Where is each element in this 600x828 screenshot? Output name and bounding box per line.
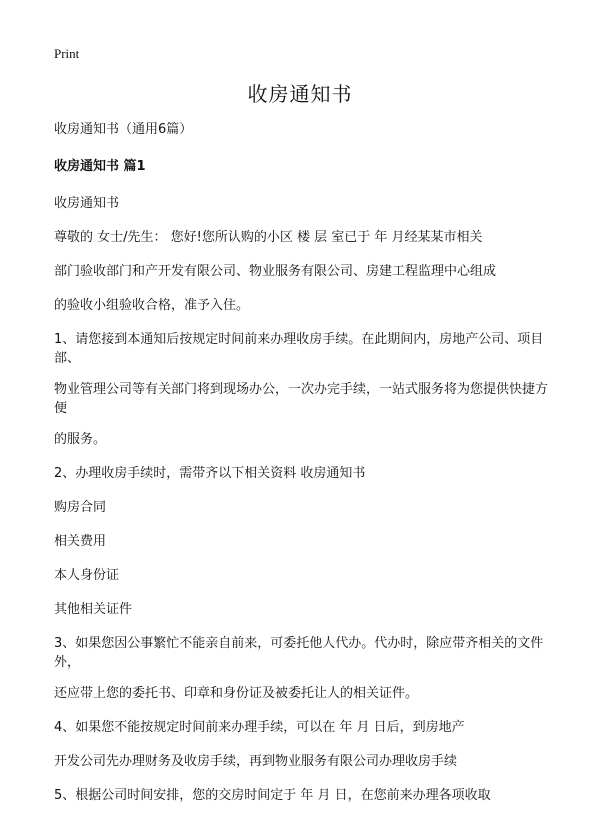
list-item: 购房合同 — [54, 500, 107, 515]
paragraph-line: 5、根据公司时间安排，您的交房时间定于 年 月 日，在您前来办理各项收取 — [54, 788, 491, 803]
section-heading: 收房通知书 篇1 — [54, 159, 146, 174]
paragraph-line: 尊敬的 女士/先生： 您好!您所认购的小区 楼 层 室已于 年 月经某某市相关 — [54, 230, 483, 245]
paragraph-line: 还应带上您的委托书、印章和身份证及被委托让人的相关证件。 — [54, 686, 419, 701]
list-item: 相关费用 — [54, 534, 107, 549]
document-title: 收房通知书 — [247, 82, 353, 106]
paragraph-line: 2、办理收房手续时，需带齐以下相关资料 收房通知书 — [54, 466, 366, 481]
list-item: 其他相关证件 — [54, 602, 133, 617]
paragraph-line: 的服务。 — [54, 432, 107, 447]
paragraph-line: 1、请您接到本通知后按规定时间前来办理收房手续。在此期间内，房地产公司、项目部、 — [54, 332, 544, 366]
list-item: 本人身份证 — [54, 568, 120, 583]
paragraph-line: 3、如果您因公事繁忙不能亲自前来，可委托他人代办。代办时，除应带齐相关的文件外， — [54, 636, 544, 670]
document-subtitle: 收房通知书（通用6篇） — [54, 122, 193, 137]
paragraph-line: 4、如果您不能按规定时间前来办理手续，可以在 年 月 日后，到房地产 — [54, 720, 465, 735]
document-content — [54, 120, 554, 805]
paragraph-line: 的验收小组验收合格，准予入住。 — [54, 298, 250, 313]
paragraph-line: 物业管理公司等有关部门将到现场办公，一次办完手续，一站式服务将为您提供快捷方便 — [54, 382, 549, 416]
paragraph-line: 开发公司先办理财务及收房手续，再到物业服务有限公司办理收房手续 — [54, 754, 458, 769]
paragraph-line: 收房通知书 — [54, 196, 120, 211]
paragraph-line: 部门验收部门和产开发有限公司、物业服务有限公司、房建工程监理中心组成 — [54, 264, 497, 279]
print-link[interactable]: Print — [54, 46, 80, 61]
